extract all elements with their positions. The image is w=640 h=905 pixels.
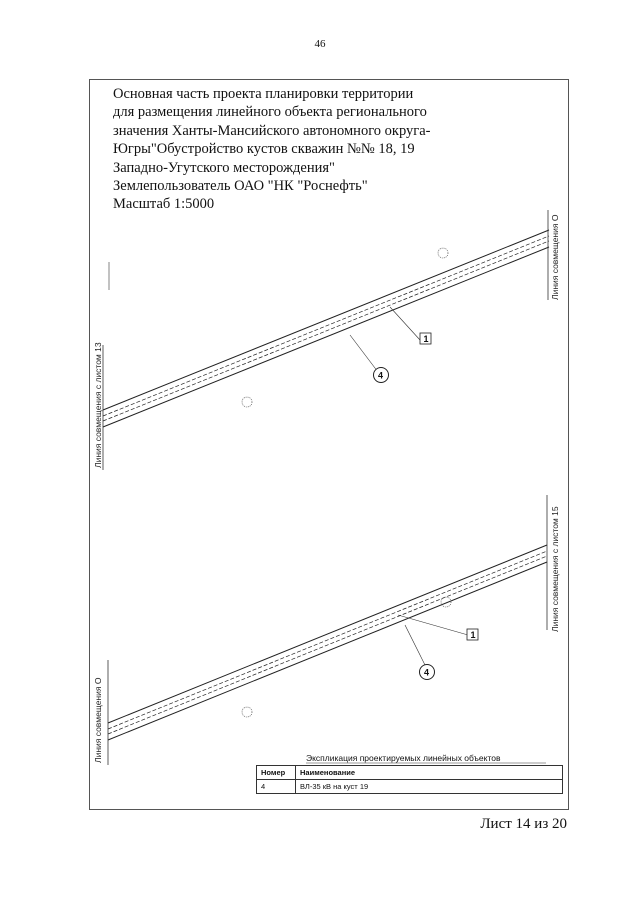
- title-line: Югры"Обустройство кустов скважин №№ 18, 19: [113, 141, 415, 158]
- top-annotations: [242, 248, 448, 407]
- page-number: 46: [314, 38, 326, 50]
- table-row: [257, 780, 563, 794]
- object-callout-bottom: 4: [424, 667, 430, 678]
- label-bottom-right: Линия совмещения с листом 15: [550, 506, 560, 632]
- label-top-right: Линия совмещения О: [550, 214, 560, 300]
- legend-cell-number: 4: [257, 780, 296, 794]
- bottom-corridor: [108, 545, 547, 740]
- label-top-left: Линия совмещения с листом 13: [93, 342, 103, 468]
- scale-line: Масштаб 1:5000: [113, 196, 215, 213]
- title-line: Западно-Угутского месторождения": [113, 159, 335, 176]
- bottom-annotations: [242, 597, 468, 717]
- title-line: Основная часть проекта планировки территории: [113, 86, 414, 102]
- label-bottom-left: Линия совмещения О: [93, 677, 103, 763]
- title-line: для размещения линейного объекта регионального: [113, 104, 427, 121]
- title-line: Землепользователь ОАО "НК "Роснефть": [113, 178, 368, 195]
- zone-callout-top: 1: [423, 334, 429, 344]
- legend-cell-name: ВЛ-35 кВ на куст 19: [296, 780, 563, 794]
- legend-header-row: [257, 766, 563, 780]
- legend-header-number: Номер: [257, 766, 296, 780]
- title-line: значения Ханты-Мансийского автономного округа-: [113, 122, 431, 139]
- zone-callout-bottom: 1: [470, 630, 476, 640]
- legend-title: Экспликация проектируемых линейных объектов: [306, 753, 501, 763]
- legend-table: [256, 765, 563, 794]
- object-callout-top: 4: [378, 370, 384, 381]
- top-corridor: [103, 230, 549, 427]
- sheet-number: Лист 14 из 20: [480, 816, 567, 832]
- legend-header-name: Наименование: [296, 766, 563, 780]
